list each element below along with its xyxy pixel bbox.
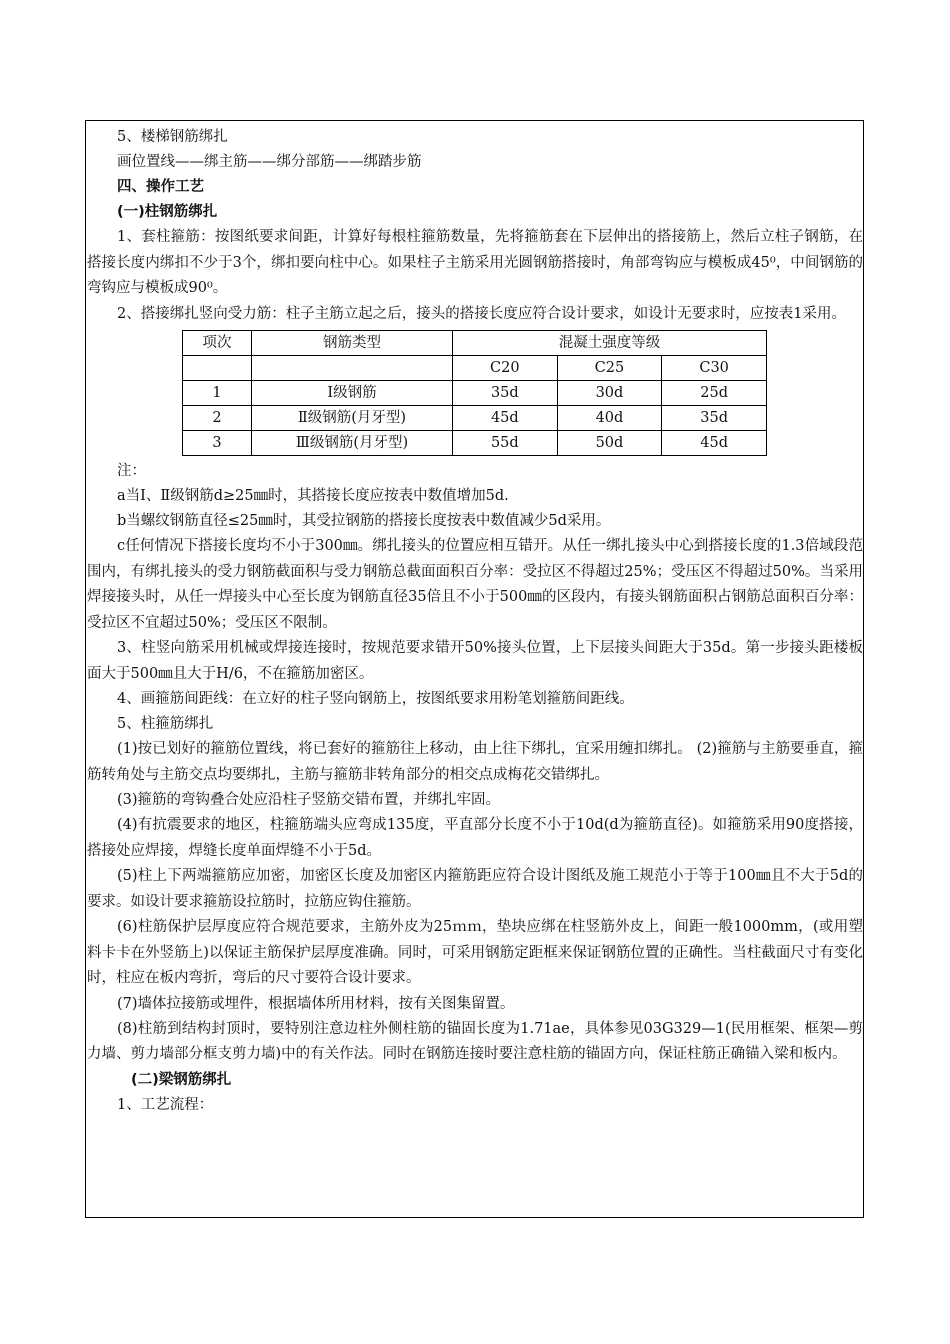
step-1-2: (1)按已划好的箍筋位置线，将已套好的箍筋往上移动，由上往下绑扎，宜采用缠扣绑扎。 (2)箍筋与主筋要垂直，箍筋转角处与主筋交点均要绑扎，主筋与箍筋非转角部分的相交点成梅花交错绑扎。	[87, 741, 863, 783]
paragraph-lap-splice: 2、搭接绑扎竖向受力筋：柱子主筋立起之后，接头的搭接长度应符合设计要求，如设计无要求时，应按表1采用。	[117, 305, 846, 322]
note-b: b当螺纹钢筋直径≤25㎜时，其受拉钢筋的搭接长度按表中数值减少5d采用。	[117, 513, 611, 529]
row-value-c25: 50d	[557, 431, 662, 456]
lap-length-table	[182, 330, 767, 456]
step-6: (6)柱筋保护层厚度应符合规范要求，主筋外皮为25ｍｍ，垫块应绑在柱竖筋外皮上，间距一般1000mm，(或用塑料卡卡在外竖筋上)以保证主筋保护层厚度准确。同时，可采用钢筋定距框来保证钢筋位置的正确性。当柱截面尺寸有变化时，柱应在板内弯折，弯后的尺寸要符合设计要求。	[87, 919, 863, 986]
row-value-c25: 30d	[557, 381, 662, 406]
paragraph-mechanical-connection: 3、柱竖向筋采用机械或焊接连接时，按规范要求错开50%接头位置，上下层接头间距大于35d。第一步接头距楼板面大于500㎜且大于H/6，不在箍筋加密区。	[87, 640, 863, 682]
table-row	[183, 381, 767, 406]
header-concrete-grade: 混凝土强度等级	[453, 331, 767, 356]
row-value-c25: 40d	[557, 406, 662, 431]
row-value-c20: 35d	[453, 381, 558, 406]
header-item: 项次	[183, 331, 252, 356]
step-8: (8)柱筋到结构封顶时，要特别注意边柱外侧柱筋的锚固长度为1.71ae，具体参见03G329—1(民用框架、框架—剪力墙、剪力墙部分框支剪力墙)中的有关作法。同时在钢筋连接时要注意柱筋的锚固方向，保证柱筋正确锚入梁和板内。	[87, 1020, 863, 1062]
note-a: a当Ⅰ、Ⅱ级钢筋d≥25㎜时，其搭接长度应按表中数值增加5d.	[117, 488, 509, 504]
paragraph-spacing-line: 4、画箍筋间距线：在立好的柱子竖向钢筋上，按图纸要求用粉笔划箍筋间距线。	[117, 691, 634, 707]
row-number: 2	[183, 406, 252, 431]
subheading-column-rebar: (一)柱钢筋绑扎	[117, 204, 218, 220]
table-subheader-row	[183, 356, 767, 381]
step-4: (4)有抗震要求的地区，柱箍筋端头应弯成135度，平直部分长度不小于10d(d为箍筋直径)。如箍筋采用90度搭接，搭接处应焊接，焊缝长度单面焊缝不小于5d。	[87, 817, 863, 859]
row-value-c20: 45d	[453, 406, 558, 431]
row-value-c20: 55d	[453, 431, 558, 456]
subheading-beam-rebar: (二)梁钢筋绑扎	[131, 1071, 232, 1088]
paragraph-stirrup-sleeve: 1、套柱箍筋：按图纸要求间距，计算好每根柱箍筋数量，先将箍筋套在下层伸出的搭接筋上，然后立柱子钢筋，在搭接长度内绑扣不少于3个，绑扣要向柱中心。如果柱子主筋采用光圆钢筋搭接时，角部弯钩应与模板成45⁰，中间钢筋的弯钩应与模板成90⁰。	[87, 229, 863, 296]
stair-process-line: 画位置线——绑主筋——绑分部筋——绑踏步筋	[117, 154, 422, 170]
paragraph-process-flow: 1、工艺流程：	[117, 1096, 214, 1113]
step-3: (3)箍筋的弯钩叠合处应沿柱子竖筋交错布置，并绑扎牢固。	[117, 792, 501, 808]
row-number: 1	[183, 381, 252, 406]
header-c25: C25	[557, 356, 662, 381]
header-rebar-type: 钢筋类型	[252, 331, 453, 356]
table-header-row	[183, 331, 767, 356]
row-value-c30: 35d	[662, 406, 767, 431]
note-c: c任何情况下搭接长度均不小于300㎜。绑扎接头的位置应相互错开。从任一绑扎接头中心到搭接长度的1.3倍域段范围内，有绑扎接头的受力钢筋截面积与受力钢筋总截面面积百分率：受拉区不得超过25%；受压区不得超过50%。当采用焊接接头时，从任一焊接头中心至长度为钢筋直径35倍且不小于500㎜的区段内，有接头钢筋面积占钢筋总面积百分率：受拉区不宜超过50%；受压区不限制。	[87, 538, 863, 631]
header-c30: C30	[662, 356, 767, 381]
row-value-c30: 45d	[662, 431, 767, 456]
row-value-c30: 25d	[662, 381, 767, 406]
stair-rebar-item: 5、楼梯钢筋绑扎	[117, 129, 228, 145]
empty-cell	[252, 356, 453, 381]
step-5: (5)柱上下两端箍筋应加密，加密区长度及加密区内箍筋距应符合设计图纸及施工规范小于等于100㎜且不大于5d的要求。如设计要求箍筋设拉筋时，拉筋应钩住箍筋。	[87, 868, 863, 910]
row-rebar-type: Ⅱ级钢筋(月牙型)	[252, 406, 453, 431]
step-7: (7)墙体拉接筋或埋件，根据墙体所用材料，按有关图集留置。	[117, 995, 515, 1012]
row-rebar-type: Ⅲ级钢筋(月牙型)	[252, 431, 453, 456]
note-title: 注：	[117, 463, 146, 479]
row-rebar-type: Ⅰ级钢筋	[252, 381, 453, 406]
paragraph-stirrup-binding: 5、柱箍筋绑扎	[117, 716, 214, 732]
table-row	[183, 431, 767, 456]
section-heading-operations: 四、操作工艺	[117, 179, 204, 195]
empty-cell	[183, 356, 252, 381]
table-row	[183, 406, 767, 431]
document-body	[87, 125, 863, 1118]
header-c20: C20	[453, 356, 558, 381]
row-number: 3	[183, 431, 252, 456]
